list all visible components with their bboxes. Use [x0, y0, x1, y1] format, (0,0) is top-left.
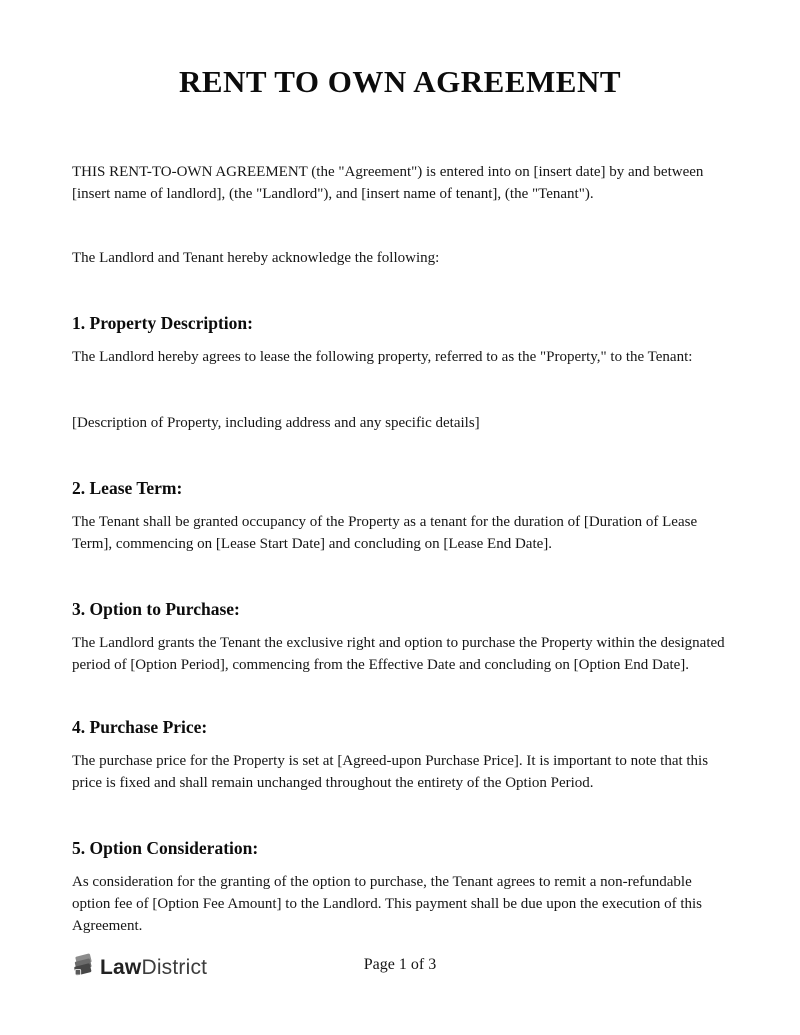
- section-heading-lease-term: 2. Lease Term:: [72, 478, 183, 498]
- section-paragraph: As consideration for the granting of the option to purchase, the Tenant agrees to remit a non-refundable option fee of [Option Fee Amount] to the Landlord. This payment shall be due upon the execution of this Agreement.: [72, 874, 703, 934]
- section-heading-property-description: 1. Property Description:: [72, 313, 253, 333]
- section-paragraph: The Tenant shall be granted occupancy of the Property as a tenant for the duration of [Duration of Lease Term], commencing on [Lease Start Date] and concluding on [Lease End Date].: [72, 514, 698, 552]
- property-description-placeholder: [Description of Property, including address and any specific details]: [72, 415, 480, 431]
- section-paragraph: The Landlord grants the Tenant the exclusive right and option to purchase the Property within the designated period of [Option Period], commencing from the Effective Date and concluding on [Option End Date].: [72, 635, 725, 673]
- intro-paragraph: THIS RENT-TO-OWN AGREEMENT (the "Agreement") is entered into on [insert date] by and between [insert name of landlord], (the "Landlord"), and [insert name of tenant], (the "Tenant").: [72, 164, 704, 202]
- section-paragraph: The Landlord hereby agrees to lease the following property, referred to as the "Property," to the Tenant:: [72, 349, 693, 365]
- section-paragraph: The purchase price for the Property is set at [Agreed-upon Purchase Price]. It is important to note that this price is fixed and shall remain unchanged throughout the entirety of the Option Period.: [72, 753, 709, 791]
- page-number-indicator: Page 1 of 3: [363, 956, 437, 973]
- section-heading-purchase-price: 4. Purchase Price:: [72, 717, 208, 737]
- brand-law-text: Law: [100, 955, 142, 979]
- document-title: RENT TO OWN AGREEMENT: [178, 64, 622, 99]
- page-footer: [0, 948, 800, 984]
- acknowledgement-paragraph: The Landlord and Tenant hereby acknowledge the following:: [72, 250, 440, 266]
- section-heading-option-to-purchase: 3. Option to Purchase:: [72, 599, 240, 619]
- brand-district-text: District: [141, 955, 208, 979]
- section-heading-option-consideration: 5. Option Consideration:: [72, 838, 259, 858]
